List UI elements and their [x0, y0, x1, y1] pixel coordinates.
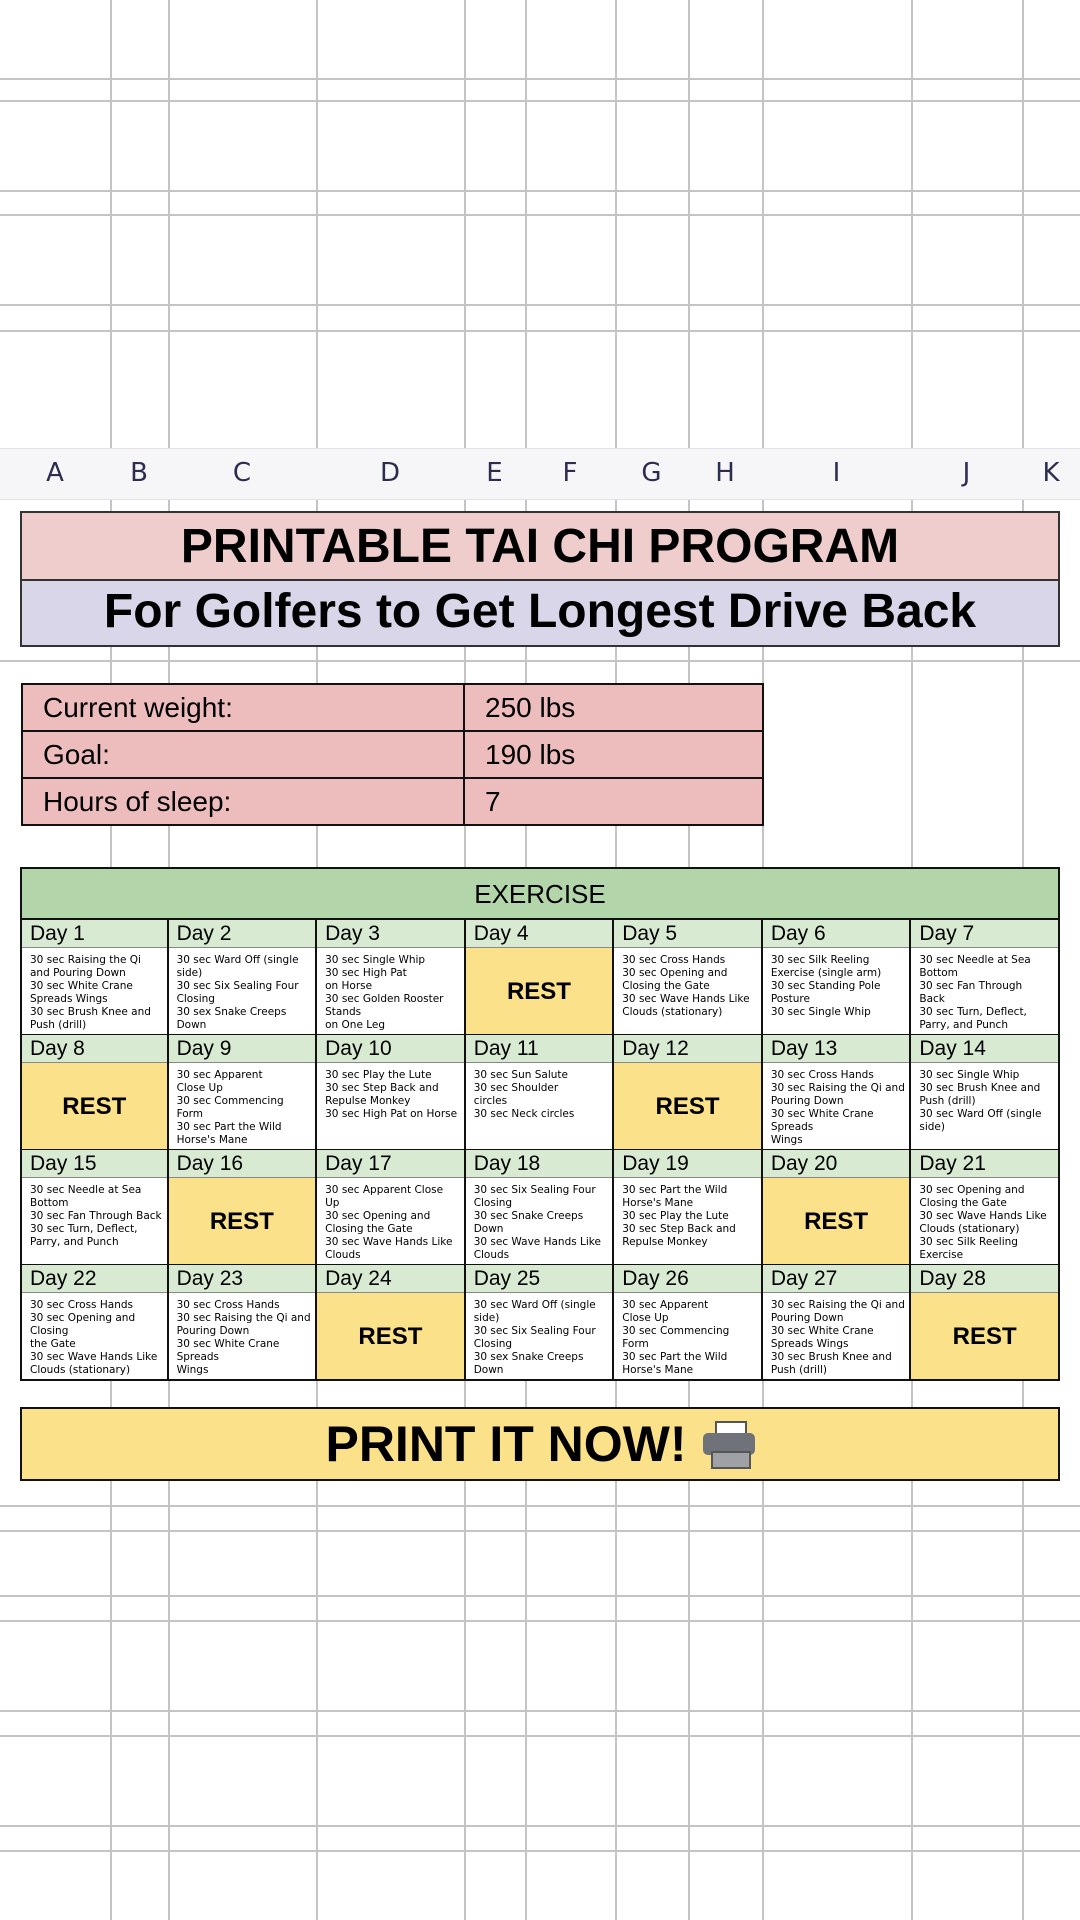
day-cell[interactable] [20, 1150, 169, 1266]
column-header-j[interactable]: J [962, 458, 971, 488]
day-cell[interactable] [911, 1150, 1060, 1266]
day-label: Day 5 [614, 920, 761, 948]
day-label: Day 11 [466, 1035, 613, 1063]
day-cell[interactable] [466, 1265, 615, 1381]
grid-hline [0, 1850, 1080, 1852]
day-label: Day 22 [22, 1265, 167, 1293]
program-title: PRINTABLE TAI CHI PROGRAM [20, 511, 1060, 581]
day-exercises: 30 sec Cross Hands 30 sec Raising the Qi and Pouring Down 30 sec White Crane Spreads Wings [169, 1293, 316, 1379]
column-header-g[interactable]: G [641, 458, 662, 488]
grid-hline [0, 190, 1080, 192]
day-exercises: 30 sec Single Whip 30 sec Brush Knee and Push (drill) 30 sec Ward Off (single side) [911, 1063, 1058, 1149]
grid-hline [0, 214, 1080, 216]
day-label: Day 7 [911, 920, 1058, 948]
day-cell[interactable] [317, 1150, 466, 1266]
day-exercises: 30 sec Play the Lute 30 sec Step Back and Repulse Monkey 30 sec High Pat on Horse [317, 1063, 464, 1149]
rest-day: REST [317, 1293, 464, 1379]
day-exercises: 30 sec Ward Off (single side) 30 sec Six Sealing Four Closing 30 sex Snake Creeps Down [169, 948, 316, 1034]
exercise-header: EXERCISE [20, 867, 1060, 920]
column-header-b[interactable]: B [130, 458, 148, 488]
day-label: Day 14 [911, 1035, 1058, 1063]
day-label: Day 27 [763, 1265, 910, 1293]
day-cell[interactable] [20, 1035, 169, 1151]
day-label: Day 21 [911, 1150, 1058, 1178]
grid-hline [0, 100, 1080, 102]
stats-row [22, 684, 763, 731]
rest-day: REST [911, 1293, 1058, 1379]
day-cell[interactable] [466, 1150, 615, 1266]
day-cell[interactable] [169, 1265, 318, 1381]
day-exercises: 30 sec Apparent Close Up 30 sec Commencing Form 30 sec Part the Wild Horse's Mane [169, 1063, 316, 1149]
print-button[interactable] [20, 1407, 1060, 1481]
day-exercises: 30 sec Sun Salute 30 sec Shoulder circles 30 sec Neck circles [466, 1063, 613, 1149]
week-row [20, 1150, 1060, 1266]
day-label: Day 2 [169, 920, 316, 948]
grid-hline [0, 330, 1080, 332]
day-exercises: 30 sec Silk Reeling Exercise (single arm) 30 sec Standing Pole Posture 30 sec Single Whip [763, 948, 910, 1034]
printer-icon [703, 1421, 755, 1467]
day-cell[interactable] [169, 1035, 318, 1151]
grid-hline [0, 1825, 1080, 1827]
rest-day: REST [466, 948, 613, 1034]
day-cell[interactable] [317, 1265, 466, 1381]
day-exercises: 30 sec Single Whip 30 sec High Pat on Horse 30 sec Golden Rooster Stands on One Leg [317, 948, 464, 1034]
day-exercises: 30 sec Apparent Close Up 30 sec Opening and Closing the Gate 30 sec Wave Hands Like Clouds [317, 1178, 464, 1264]
day-cell[interactable] [763, 1150, 912, 1266]
rest-day: REST [763, 1178, 910, 1264]
day-cell[interactable] [169, 920, 318, 1036]
day-cell[interactable] [614, 1035, 763, 1151]
day-cell[interactable] [614, 1150, 763, 1266]
day-exercises: 30 sec Cross Hands 30 sec Raising the Qi and Pouring Down 30 sec White Crane Spreads Wings [763, 1063, 910, 1149]
day-label: Day 6 [763, 920, 910, 948]
day-exercises: 30 sec Six Sealing Four Closing 30 sec Snake Creeps Down 30 sec Wave Hands Like Clouds [466, 1178, 613, 1264]
day-label: Day 9 [169, 1035, 316, 1063]
grid-hline [0, 660, 1080, 662]
day-label: Day 28 [911, 1265, 1058, 1293]
column-header-d[interactable]: D [379, 458, 401, 488]
day-cell[interactable] [20, 920, 169, 1036]
grid-hline [0, 1505, 1080, 1507]
grid-hline [0, 1530, 1080, 1532]
column-header-f[interactable]: F [562, 458, 578, 488]
week-row [20, 1035, 1060, 1151]
grid-hline [0, 304, 1080, 306]
day-cell[interactable] [763, 920, 912, 1036]
print-button-label: PRINT IT NOW! [325, 1416, 687, 1472]
day-exercises: 30 sec Ward Off (single side) 30 sec Six Sealing Four Closing 30 sex Snake Creeps Down [466, 1293, 613, 1379]
column-header-a[interactable]: A [46, 458, 64, 488]
day-label: Day 1 [22, 920, 167, 948]
day-exercises: 30 sec Raising the Qi and Pouring Down 30 sec White Crane Spreads Wings 30 sec Brush Knee and Push (drill) [763, 1293, 910, 1379]
day-exercises: 30 sec Opening and Closing the Gate 30 sec Wave Hands Like Clouds (stationary) 30 sec Silk Reeling Exercise [911, 1178, 1058, 1264]
day-exercises: 30 sec Raising the Qi and Pouring Down 30 sec White Crane Spreads Wings 30 sec Brush Knee and Push (drill) [22, 948, 167, 1034]
column-header-c[interactable]: C [232, 458, 252, 488]
day-exercises: 30 sec Apparent Close Up 30 sec Commencing Form 30 sec Part the Wild Horse's Mane [614, 1293, 761, 1379]
day-cell[interactable] [466, 1035, 615, 1151]
day-label: Day 3 [317, 920, 464, 948]
stats-row [22, 778, 763, 825]
day-label: Day 16 [169, 1150, 316, 1178]
grid-hline [0, 78, 1080, 80]
day-label: Day 10 [317, 1035, 464, 1063]
column-header-k[interactable]: K [1042, 458, 1060, 488]
day-exercises: 30 sec Part the Wild Horse's Mane 30 sec Play the Lute 30 sec Step Back and Repulse Monkey [614, 1178, 761, 1264]
day-label: Day 17 [317, 1150, 464, 1178]
day-label: Day 19 [614, 1150, 761, 1178]
stats-table [21, 683, 764, 826]
week-row [20, 920, 1060, 1036]
day-label: Day 24 [317, 1265, 464, 1293]
day-label: Day 13 [763, 1035, 910, 1063]
rest-day: REST [614, 1063, 761, 1149]
current-weight-label[interactable]: Current weight: [22, 684, 464, 731]
grid-hline [0, 1710, 1080, 1712]
day-label: Day 23 [169, 1265, 316, 1293]
day-label: Day 18 [466, 1150, 613, 1178]
day-cell[interactable] [763, 1265, 912, 1381]
day-exercises: 30 sec Needle at Sea Bottom 30 sec Fan Through Back 30 sec Turn, Deflect, Parry, and Punch [22, 1178, 167, 1264]
day-label: Day 26 [614, 1265, 761, 1293]
day-cell[interactable] [466, 920, 615, 1036]
day-exercises: 30 sec Cross Hands 30 sec Opening and Closing the Gate 30 sec Wave Hands Like Clouds (stationary) [614, 948, 761, 1034]
day-exercises: 30 sec Needle at Sea Bottom 30 sec Fan Through Back 30 sec Turn, Deflect, Parry, and Punch [911, 948, 1058, 1034]
rest-day: REST [22, 1063, 167, 1149]
day-cell[interactable] [911, 1265, 1060, 1381]
day-cell[interactable] [169, 1150, 318, 1266]
current-weight-value[interactable]: 250 lbs [464, 684, 763, 731]
day-label: Day 20 [763, 1150, 910, 1178]
sleep-hours-value[interactable]: 7 [464, 778, 763, 825]
grid-hline [0, 1620, 1080, 1622]
goal-label[interactable]: Goal: [22, 731, 464, 778]
day-label: Day 15 [22, 1150, 167, 1178]
day-cell[interactable] [317, 920, 466, 1036]
day-cell[interactable] [614, 1265, 763, 1381]
day-label: Day 25 [466, 1265, 613, 1293]
day-exercises: 30 sec Cross Hands 30 sec Opening and Closing the Gate 30 sec Wave Hands Like Clouds (stationary) [22, 1293, 167, 1379]
sleep-hours-label[interactable]: Hours of sleep: [22, 778, 464, 825]
day-cell[interactable] [911, 920, 1060, 1036]
day-cell[interactable] [763, 1035, 912, 1151]
day-label: Day 8 [22, 1035, 167, 1063]
goal-value[interactable]: 190 lbs [464, 731, 763, 778]
rest-day: REST [169, 1178, 316, 1264]
grid-hline [0, 1595, 1080, 1597]
day-label: Day 4 [466, 920, 613, 948]
column-header-i[interactable]: I [832, 458, 841, 488]
week-row [20, 1265, 1060, 1381]
day-cell[interactable] [911, 1035, 1060, 1151]
day-label: Day 12 [614, 1035, 761, 1063]
grid-hline [0, 1735, 1080, 1737]
stats-row [22, 731, 763, 778]
day-cell[interactable] [20, 1265, 169, 1381]
day-cell[interactable] [317, 1035, 466, 1151]
column-header-h[interactable]: H [715, 458, 735, 488]
program-subtitle: For Golfers to Get Longest Drive Back [20, 581, 1060, 647]
column-header-e[interactable]: E [486, 458, 503, 488]
day-cell[interactable] [614, 920, 763, 1036]
